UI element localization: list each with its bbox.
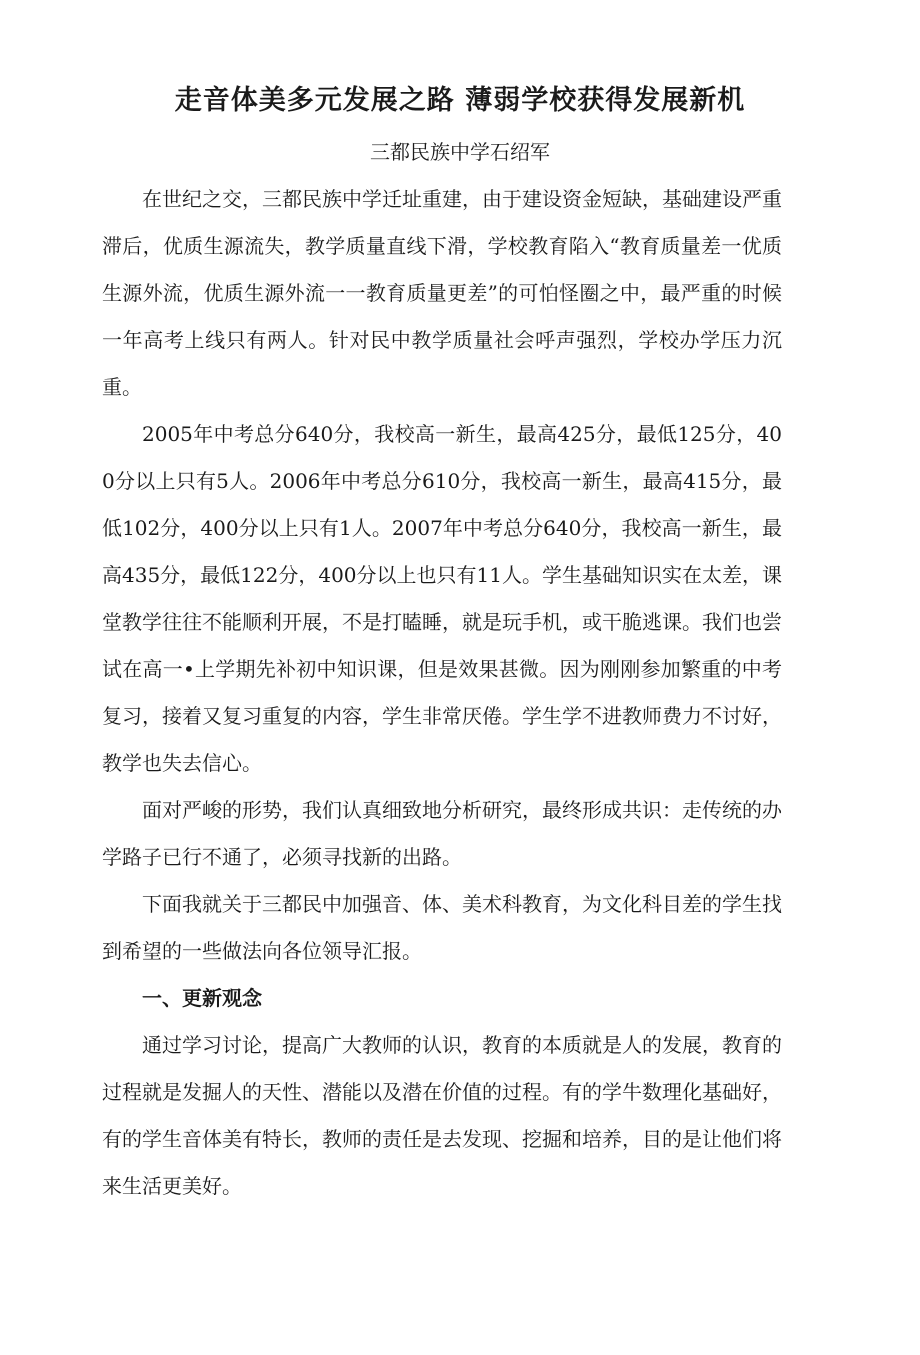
- paragraph-section-one: 通过学习讨论，提高广大教师的认识，教育的本质就是人的发展，教育的过程就是发掘人的天性、潜能以及潜在价值的过程。有的学牛数理化基础好，有的学生音体美有特长，教师的责任是去发现、挖掘和培养，目的是让他们将来生活更美好。: [102, 1033, 782, 1198]
- paragraph-report: 下面我就关于三都民中加强音、体、美术科教育，为文化科目差的学生找到希望的一些做法向各位领导汇报。: [102, 892, 782, 963]
- paragraph-consensus: 面对严峻的形势，我们认真细致地分析研究，最终形成共识：走传统的办学路子已行不通了，必须寻找新的出路。: [102, 798, 782, 869]
- section-heading: 一、更新观念: [142, 986, 262, 1010]
- paragraph-exam-scores: 2005年中考总分640分，我校高一新生，最高425分，最低125分，400分以上只有5人。2006年中考总分610分，我校高一新生，最高415分，最低102分，400分以上只有1人。2007年中考总分640分，我校高一新生，最高435分，最低122分，400分以上也只有11人。学生基础知识实在太差，课堂教学往往不能顺利开展，不是打瞌睡，就是玩手机，或干脆逃课。我们也尝试在高一•上学期先补初中知识课，但是效果甚微。因为刚刚参加繁重的中考复习，接着又复习重复的内容，学生非常厌倦。学生学不进教师费力不讨好，教学也失去信心。: [102, 422, 782, 775]
- document-title: 走音体美多元发展之路 薄弱学校获得发展新机: [174, 85, 746, 116]
- paragraph-intro: 在世纪之交，三都民族中学迁址重建，由于建设资金短缺，基础建设严重滞后，优质生源流失，教学质量直线下滑，学校教育陷入“教育质量差一优质生源外流，优质生源外流一一教育质量更差”的可怕怪圈之中，最严重的时候一年高考上线只有两人。针对民中教学质量社会呼声强烈，学校办学压力沉重。: [102, 187, 782, 399]
- document-body: [102, 176, 782, 1210]
- document-author: 三都民族中学石绍军: [370, 140, 550, 164]
